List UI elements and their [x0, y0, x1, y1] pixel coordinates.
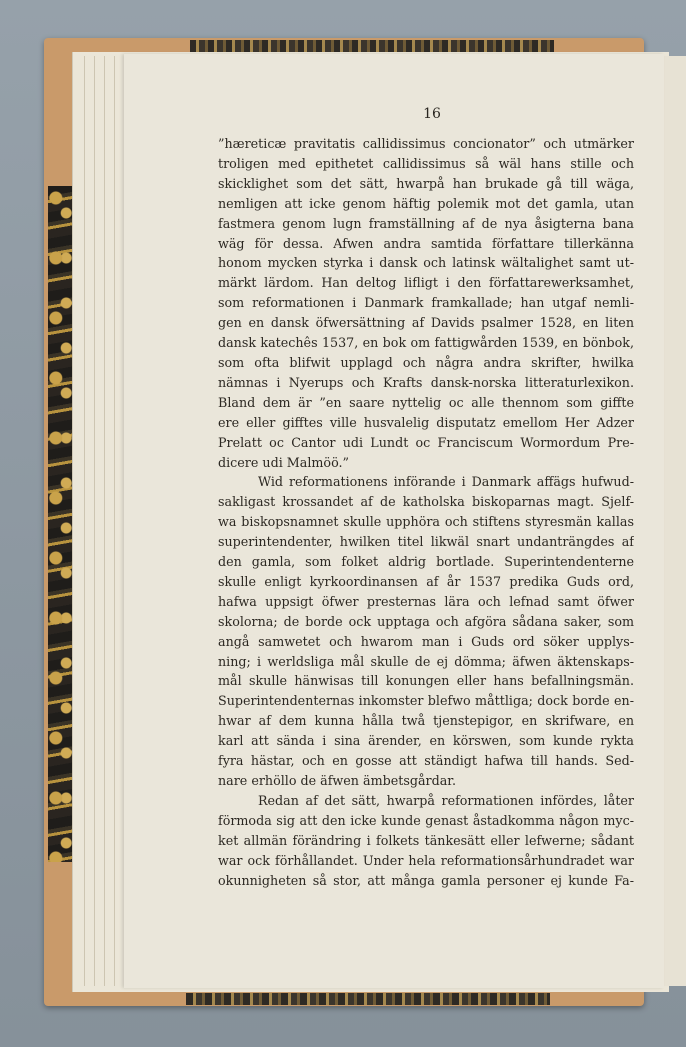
text-line: dicere udi Malmöö.” [218, 454, 350, 470]
text-line: nare erhöllo de äfwen ämbetsgårdar. [218, 773, 456, 788]
text-line: fastmera genom lugn framställning af de nya åsigterna bana [218, 215, 634, 231]
text-line: troligen med epithetet callidissimus så wäl hans stille och [218, 155, 634, 171]
text-line: nemligen att icke genom häftig polemik mot det gamla, utan [218, 195, 634, 211]
text-line: märkt lärdom. Han deltog lifligt i den författarewerksamhet, [218, 275, 634, 291]
marbled-endpaper [48, 186, 74, 862]
text-line: mål skulle hänwisas till konungen eller hans befallningsmän. [218, 673, 634, 689]
text-line: wa biskopsnamnet skulle upphöra och stiftens styresmän kallas [218, 514, 634, 530]
page-edge-line [114, 56, 115, 986]
text-line: superintendenter, hwilken titel likwäl snart undanträngdes af [218, 534, 634, 550]
text-line: Redan af det sätt, hwarpå reformationen infördes, låter [258, 792, 634, 808]
page-number: 16 [423, 106, 441, 122]
page-edge-line [104, 56, 105, 986]
text-line: som ofta blifwit upplagd och några andra skrifter, hwilka [218, 354, 634, 370]
text-line: Prelatt oc Cantor udi Lundt oc Franciscum Wormordum Pre- [218, 434, 634, 450]
cover-edge-bottom [186, 993, 550, 1005]
text-line: sakligast krossandet af de katholska biskoparnas magt. Sjelf- [218, 494, 634, 510]
text-line: hafwa uppsigt öfwer presternas lära och lefnad samt öfwer [218, 593, 634, 609]
text-line: ket allmän förändring i folkets tänkesätt eller lefwerne; sådant [218, 832, 634, 848]
text-line: som reformationen i Danmark framkallade; han utgaf nemli- [218, 295, 634, 311]
text-line: ”hæreticæ pravitatis callidissimus concionator” och utmärker [218, 136, 634, 151]
page-body-text [218, 134, 634, 890]
text-line: nämnas i Nyerups och Krafts dansk-norska litteraturlexikon. [218, 374, 634, 390]
text-line: Superintendenternas inkomster blefwo måttliga; dock borde en- [218, 693, 634, 709]
text-line: war ock förhållandet. Under hela reformationsårhundradet war [218, 852, 634, 868]
text-line: den gamla, som folket aldrig bortlade. Superintendenterne [218, 554, 634, 570]
text-line: ere eller gifftes ville husvalelig disputatz emellom Her Adzer [218, 414, 634, 430]
text-line: karl att sända i sina ärender, en körswen, som kunde rykta [218, 733, 634, 749]
book-page [124, 54, 664, 988]
text-line: hwar af dem kunna hålla twå tjenstepigor, en skrifware, en [218, 713, 634, 729]
page-edge-line [84, 56, 85, 986]
text-line: dansk katechês 1537, en bok om fattigwården 1539, en bönbok, [218, 335, 634, 351]
text-line: angå samwetet och hwarom man i Guds ord söker upplys- [218, 633, 634, 649]
text-line: gen en dansk öfwersättning af Davids psalmer 1528, en liten [218, 315, 634, 331]
text-line: fyra hästar, och en gosse att ständigt hafwa till hands. Sed- [218, 753, 634, 769]
text-line: skicklighet som det sätt, hwarpå han brukade gå till wäga, [218, 175, 634, 191]
text-line: wäg för dessa. Afwen andra samtida författare tillerkänna [218, 235, 634, 251]
text-line: ning; i werldsliga mål skulle de ej dömma; äfwen äktenskaps- [218, 653, 634, 669]
text-line: Bland dem är ”en saare nyttelig oc alle thennom som giffte [218, 394, 634, 410]
text-line: skulle enligt kyrkoordinansen af år 1537 predika Guds ord, [218, 573, 634, 589]
text-line: förmoda sig att den icke kunde genast åstadkomma någon myc- [218, 812, 634, 828]
text-line: Wid reformationens införande i Danmark affägs hufwud- [258, 474, 634, 490]
text-line: skolorna; de borde ock upptaga och afgöra sådana saker, som [218, 613, 634, 629]
text-line: okunnigheten så stor, att många gamla personer ej kunde Fa- [218, 872, 634, 888]
text-line: honom mycken styrka i dansk och latinsk wältalighet samt ut- [218, 255, 634, 271]
page-edge-line [94, 56, 95, 986]
